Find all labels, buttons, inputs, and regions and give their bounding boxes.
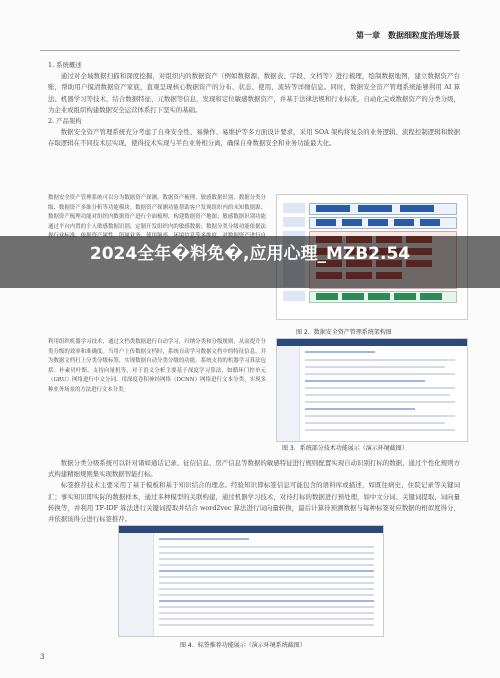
figure-2-caption: 图 2．数据安全资产管理系统架构图 [296, 329, 392, 336]
diagram-layer [309, 203, 457, 215]
technique-block [48, 338, 460, 450]
layer-label [283, 203, 305, 213]
module-description: 数据安全资产管理系统可以分为数据资产探测、数据资产梳理、敏感数据识别、数据分类分级、数据资产多维分析等功能模块。数据资产探测功能帮助客户发现组织内的未知数据源；数据资产梳理功能对组织内数据资产进行全面梳理，构建数据资产地图；敏感数据识别功能通过平台内置的个人敏感数据识别、定制开发组织内的敏感数据；数据分类分级功能依据法 [48, 195, 266, 230]
figure-3-caption: 图 3．系统部分技术功能展示（演示环境截图） [282, 445, 408, 452]
tag-recommend-screenshot [118, 525, 384, 637]
overlay-title: 2024全年�料免�,应用心理_MZB2.54 [89, 244, 411, 264]
section-heading-overview: 1. 系统概述 [48, 61, 82, 69]
screenshot-sidebar [277, 346, 300, 441]
layer-label [283, 291, 305, 301]
screenshot-top-bar [119, 526, 383, 533]
section-overview [48, 60, 460, 150]
section-tag-recommend [48, 458, 460, 525]
screenshot-top-bar [277, 339, 467, 346]
tag-recommend-paragraph: 标签推荐技术主要采用了基于模板和基于知识结合的理念。经验知识即标签信息可能包含的语料库或描述，如既往病史、住院记录等关键词汇；事实知识即实际的数据样本，通过多种模型的关联构建，通过机器学习技术，对待打标的数据进行预处理，如中文分词、关键词提取、词向量转换等，并利用 TF-IDF 算法进行关键词提取并结合 word2vec 算法进行词向量转换，最后计算待预测数据与每种标签对应数据的相似度得分，并依据该得分进行标签推荐。 [48, 481, 460, 524]
technique-description: 利用组织机器学习技术，通过文档类数据进行自动学习，归纳分类和分级规则，从而提升分类分级的效率和准确度。当用户上传数据文档时，系统自动学习数据文档中的特征信息，并为数据文档打上分类分级标签，实现数据自动分类分级的功能。系统支持的机器学习算法包括：朴素贝叶斯、支持向量机等，对于语义分析主要基于深度学习算法，如循环门控单元（GRU）网络进行中文分词，用深度卷积神经网络（DCNN）网络进行文本分类，实现多种业务场景的方法进行文本分类。 [48, 339, 266, 393]
rules-paragraph: 数据分类分级系统可以针对诸如通话记录、征信信息、房产信息等数据的敏感特征进行规则配置实现自动识别打标的数据，通过个性化规则方式构建精细规则集实现数据智能打标。 [48, 459, 460, 479]
screenshot-sidebar [119, 533, 154, 636]
page-number: 3 [40, 653, 45, 661]
layer-label [283, 217, 305, 227]
diagram-layer [309, 291, 457, 303]
diagram-layer [309, 217, 457, 229]
running-header: 第一章 数据细粒度治理场景 [40, 30, 460, 51]
figure-4-caption: 图 4．标签推荐功能展示（演示环境系统截图） [180, 642, 306, 649]
architecture-paragraph: 数据安全资产管理系统充分考虑了自身安全性、易操作、易维护等多方面设计要求，采用 SOA 架构将复杂的业务逻辑、流程控制逻辑和数据存取逻辑在不同技术层实现，使得技术实现与平台业务相分离，确保自身数据安全和业务功能最大化。 [48, 128, 460, 148]
system-screenshot-figure [276, 338, 468, 442]
section-heading-architecture: 2. 产品架构 [48, 117, 82, 126]
overview-paragraph: 通过对全域数据扫描和深度挖掘，对组织内的数据资产（例如数据源、数据表、字段、文档等）进行梳理，绘制数据地图，建立数据资产台账，帮助用户摸清数据资产家底，直观呈现核心数据资产的分布、状态、使用、流转等详细信息。同时，数据安全资产管理系统能够利用 AI 算法、机器学习等技术，结合数据特征、元数据等信息，发现和定位敏感数据资产，并基于法律法规和行业标准，自动化完成数据资产的分类分级，为企业或组织构建数据安全运营体系打下坚实的基础。 [48, 72, 460, 114]
